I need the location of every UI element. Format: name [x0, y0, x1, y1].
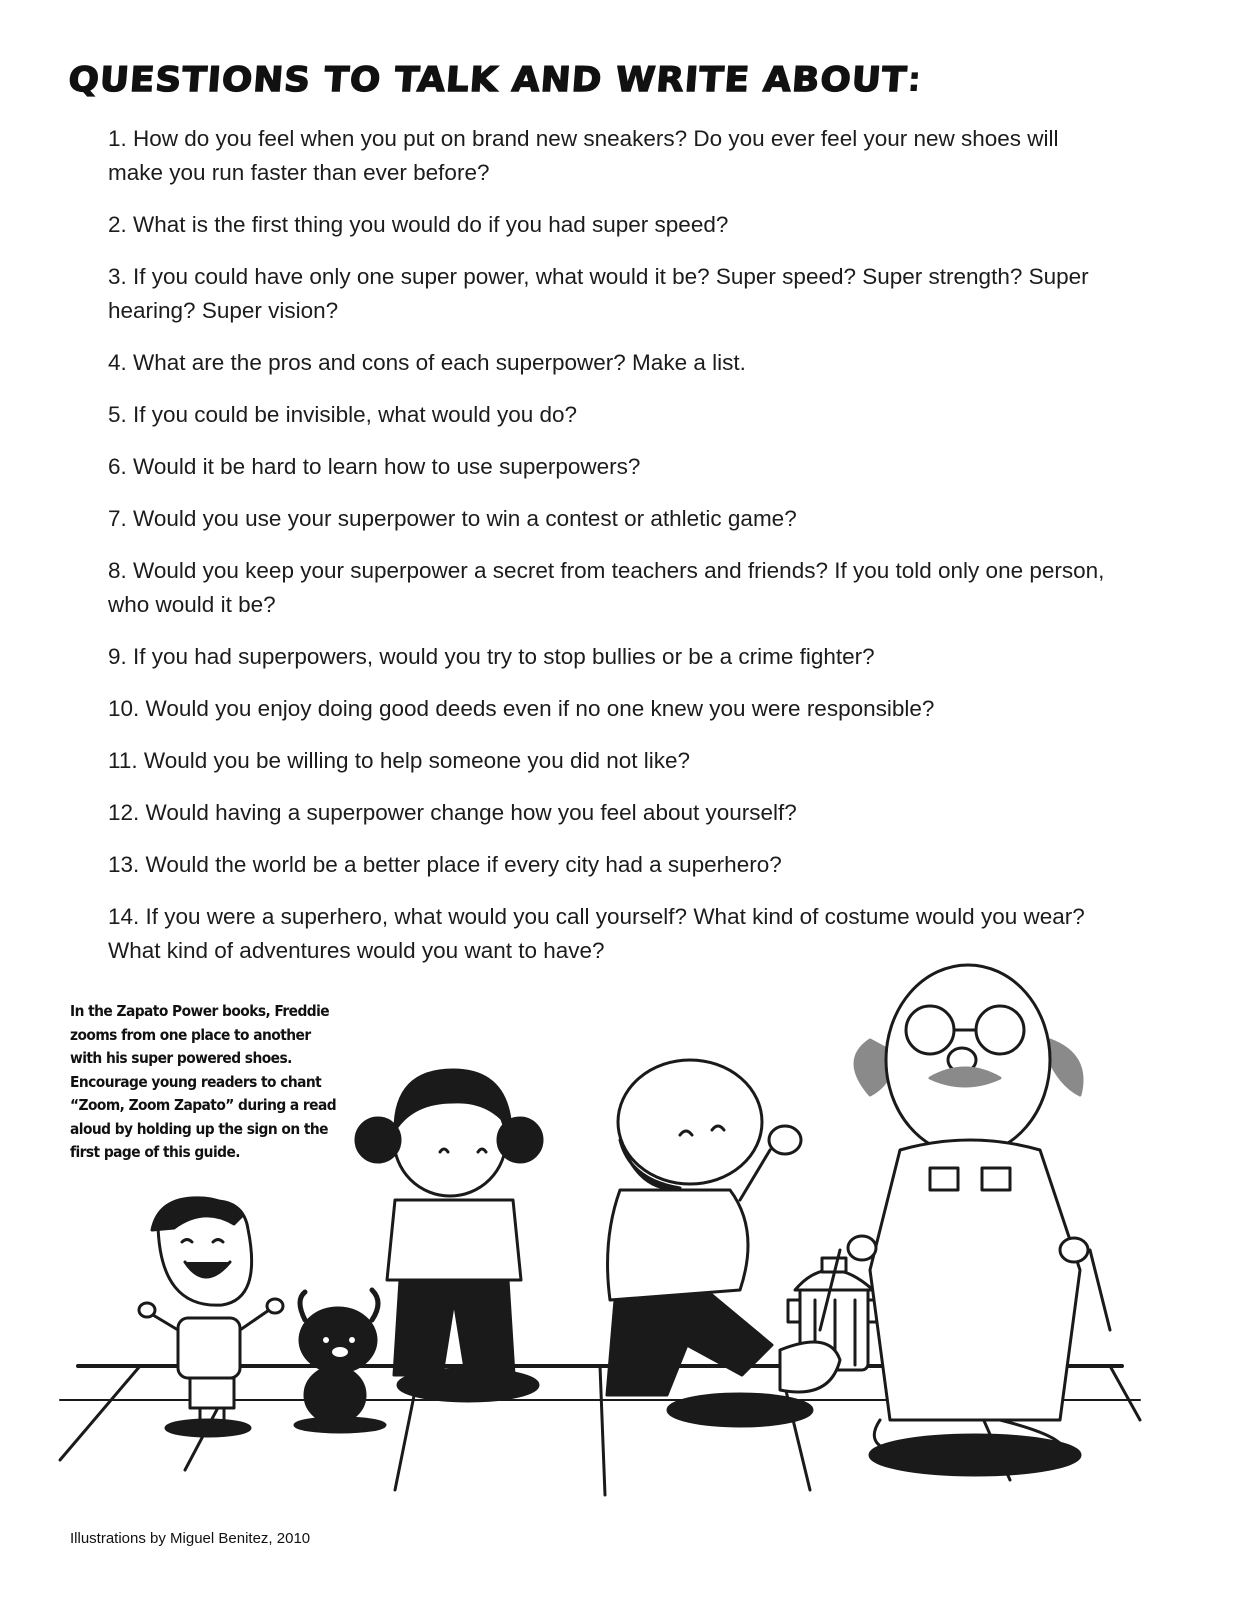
reading-note: In the Zapato Power books, Freddie zooms from one place to another with his super powered shoes. Encourage young readers to chant “Zoom, Zoom Zapato” during a read aloud by holding up the sign on the first page of this guide.: [70, 1002, 337, 1161]
question-item: 5. If you could be invisible, what would you do?: [108, 402, 578, 427]
question-item: 14. If you were a superhero, what would you call yourself? What kind of costume would you wear? What kind of adventures would you want to have?: [108, 904, 1085, 963]
question-item: 1. How do you feel when you put on brand new sneakers? Do you ever feel your new shoes will make you run faster than ever before?: [108, 126, 1059, 185]
page-title: [67, 60, 924, 100]
question-item: 2. What is the first thing you would do if you had super speed?: [108, 212, 729, 237]
question-item: 4. What are the pros and cons of each superpower? Make a list.: [108, 350, 746, 375]
bald-boy-character: [607, 1060, 840, 1426]
girl-character: [356, 1070, 542, 1401]
dog-character: [295, 1290, 385, 1432]
question-item: 10. Would you enjoy doing good deeds even if no one knew you were responsible?: [108, 696, 935, 721]
old-man-character: [820, 965, 1110, 1475]
question-item: 9. If you had superpowers, would you try to stop bullies or be a crime fighter?: [108, 644, 875, 669]
illustration-credit: Illustrations by Miguel Benitez, 2010: [70, 1530, 311, 1547]
page-title-colon: :: [905, 60, 925, 100]
question-item: 13. Would the world be a better place if every city had a superhero?: [108, 852, 782, 877]
page-title-text: QUESTIONS TO TALK AND WRITE ABOUT: [67, 60, 909, 100]
question-list: [108, 122, 1118, 986]
question-item: 6. Would it be hard to learn how to use superpowers?: [108, 454, 641, 479]
question-item: 11. Would you be willing to help someone you did not like?: [108, 748, 691, 773]
question-item: 7. Would you use your superpower to win a contest or athletic game?: [108, 506, 797, 531]
question-item: 8. Would you keep your superpower a secret from teachers and friends? If you told only one person, who would it be?: [108, 558, 1105, 617]
question-item: 12. Would having a superpower change how you feel about yourself?: [108, 800, 797, 825]
question-item: 3. If you could have only one super power, what would it be? Super speed? Super strength? Super hearing? Super vision?: [108, 264, 1089, 323]
